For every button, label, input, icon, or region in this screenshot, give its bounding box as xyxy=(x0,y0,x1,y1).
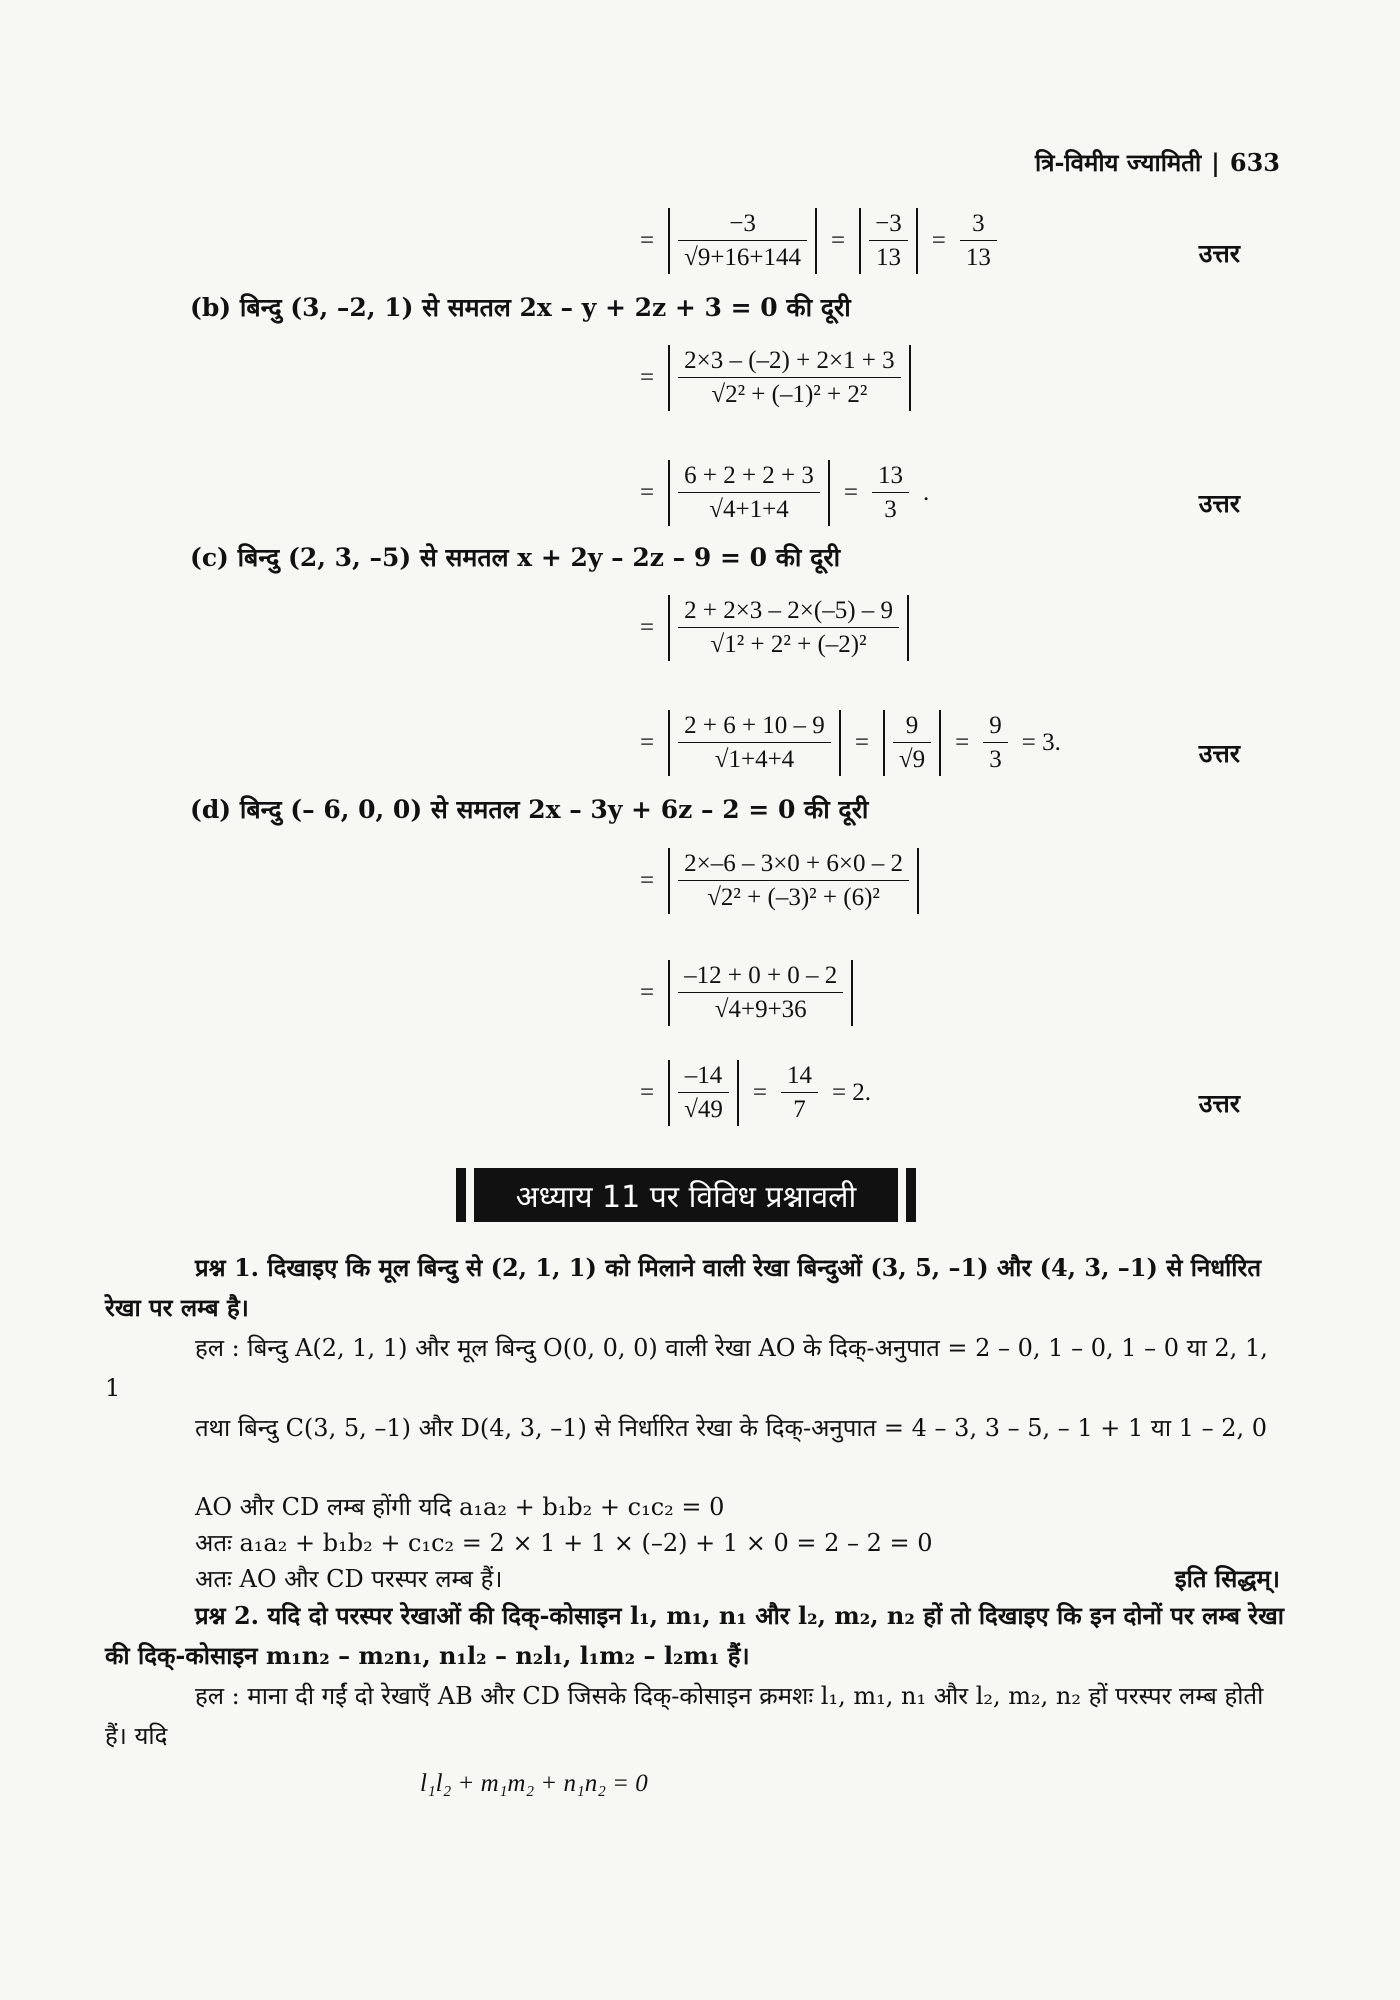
q1-qed: इति सिद्धम्। xyxy=(1174,1564,1280,1593)
part-c-step1: = $\frac{2 + 2\times 3 - 2\times(-5) - 9}{\text{√1² + 2² + (–2)²}}$ xyxy=(640,595,913,661)
a-abs-den: 13 xyxy=(875,244,901,271)
part-b-heading: (b) बिन्दु (3, –2, 1) से समतल 2x – y + 2z + 3 = 0 की दूरी xyxy=(190,293,851,322)
part-b-step1: = $\frac{2\times 3 - (-2) + 2\times 1 + 3}{\text{√2² + (–1)² + 2²}}$ xyxy=(640,345,915,411)
b-res-den: 3 xyxy=(884,496,897,523)
q1-calculation: अतः a₁a₂ + b₁b₂ + c₁c₂ = 2 × 1 + 1 × (–2) + 1 × 0 = 2 – 2 = 0 xyxy=(195,1529,933,1557)
c-abs-den: √9 xyxy=(898,746,926,773)
section-banner xyxy=(456,1168,916,1222)
a-den: √9+16+144 xyxy=(684,244,802,271)
c-s2-num: 2 + 6 + 10 – 9 xyxy=(678,712,831,743)
b-s1-num: 2×3 – (–2) + 2×1 + 3 xyxy=(678,347,901,378)
answer-label-d: उत्तर xyxy=(1198,1089,1240,1118)
d-res-den: 7 xyxy=(793,1096,806,1123)
part-a-result: = $\frac{-3}{√9+16+144}$ = $\frac{-3}{13}$ = $\frac{3}{13}$ xyxy=(640,208,1001,274)
page-number: 633 xyxy=(1229,148,1280,177)
b-s1-den: √2² + (–1)² + 2² xyxy=(711,381,868,408)
q1-condition: AO और CD लम्ब होंगी यदि a₁a₂ + b₁b₂ + c₁c₂ = 0 xyxy=(195,1493,725,1521)
d-s1-den: √2² + (–3)² + (6)² xyxy=(707,884,880,911)
part-b-step2: = $\frac{6 + 2 + 2 + 3}{√4+1+4}$ = $\frac{13}{3}$ . xyxy=(640,460,929,526)
d-s1-num: 2×–6 – 3×0 + 6×0 – 2 xyxy=(678,850,909,881)
page-header xyxy=(1035,146,1280,179)
chapter-title: त्रि-विमीय ज्यामिती xyxy=(1035,148,1202,177)
c-abs-num: 9 xyxy=(893,712,931,743)
q2-equation: l₁l₂ + m₁m₂ + n₁n₂ = 0 xyxy=(420,1770,648,1797)
a-abs-num: −3 xyxy=(869,210,908,241)
b-s2-num: 6 + 2 + 2 + 3 xyxy=(678,462,820,493)
d-s2-num: –12 + 0 + 0 – 2 xyxy=(678,962,843,993)
banner-title: अध्याय 11 पर विविध प्रश्नावली xyxy=(515,1179,857,1215)
part-d-heading: (d) बिन्दु (– 6, 0, 0) से समतल 2x – 3y + 6z – 2 = 0 की दूरी xyxy=(190,795,869,824)
a-res-den: 13 xyxy=(965,244,991,271)
answer-label-a: उत्तर xyxy=(1198,239,1240,268)
c-s2-den: √1+4+4 xyxy=(714,746,795,773)
q1-solution-line1: हल : बिन्दु A(2, 1, 1) और मूल बिन्दु O(0, 0, 0) वाली रेखा AO के दिक्-अनुपात = 2 – 0, 1 – 0, 1 – 0 या 2, 1, 1 xyxy=(105,1334,1268,1402)
d-s3-num: –14 xyxy=(678,1062,729,1093)
c-res-tail: = 3. xyxy=(1021,729,1061,756)
part-d-step2: = $\frac{-12 + 0 + 0 - 2}{√4+9+36}$ xyxy=(640,960,857,1026)
a-num: −3 xyxy=(678,210,807,241)
answer-label-c: उत्तर xyxy=(1198,739,1240,768)
q2-solution: हल : माना दी गईं दो रेखाएँ AB और CD जिसके दिक्-कोसाइन क्रमशः l₁, m₁, n₁ और l₂, m₂, n₂ हों परस्पर लम्ब होती हैं। यदि xyxy=(105,1682,1264,1750)
d-res-tail: = 2. xyxy=(831,1079,872,1106)
q2-question: प्रश्न 2. यदि दो परस्पर रेखाओं की दिक्-कोसाइन l₁, m₁, n₁ और l₂, m₂, n₂ हों तो दिखाइए कि इन दोनों पर लम्ब रेखा की दिक्-कोसाइन m₁n₂ – m₂n₁, n₁l₂ – n₂l₁, l₁m₂ – l₂m₁ हैं। xyxy=(105,1601,1284,1670)
c-res-num: 9 xyxy=(983,712,1008,743)
part-d-step1: = $\frac{2\times-6 - 3\times 0 + 6\times 0 - 2}{\text{√2² + (–3)² + (6)²}}$ xyxy=(640,848,923,914)
b-s2-den: √4+1+4 xyxy=(709,496,789,523)
c-s1-den: √1² + 2² + (–2)² xyxy=(710,631,867,658)
part-d-step3: = $\frac{-14}{√49}$ = $\frac{14}{7}$ = 2. xyxy=(640,1060,871,1126)
b-res-tail: . xyxy=(923,479,930,506)
d-res-num: 14 xyxy=(781,1062,818,1093)
c-s1-num: 2 + 2×3 – 2×(–5) – 9 xyxy=(678,597,899,628)
d-s2-den: √4+9+36 xyxy=(714,996,807,1023)
header-separator: | xyxy=(1211,148,1220,177)
q1-question: प्रश्न 1. दिखाइए कि मूल बिन्दु से (2, 1, 1) को मिलाने वाली रेखा बिन्दुओं (3, 5, –1) और (4, 3, –1) से निर्धारित रेखा पर लम्ब है। xyxy=(105,1253,1262,1322)
part-c-heading: (c) बिन्दु (2, 3, –5) से समतल x + 2y – 2z – 9 = 0 की दूरी xyxy=(190,543,841,572)
answer-label-b: उत्तर xyxy=(1198,489,1240,518)
a-res-num: 3 xyxy=(960,210,997,241)
b-res-num: 13 xyxy=(872,462,909,493)
part-c-step2: = $\frac{2 + 6 + 10 - 9}{√1+4+4}$ = $\frac{9}{√9}$ = $\frac{9}{3}$ = 3. xyxy=(640,710,1061,776)
q1-conclusion: अतः AO और CD परस्पर लम्ब हैं। xyxy=(195,1565,503,1593)
d-s3-den: √49 xyxy=(684,1096,723,1123)
q1-solution-line2: तथा बिन्दु C(3, 5, –1) और D(4, 3, –1) से निर्धारित रेखा के दिक्-अनुपात = 4 – 3, 3 – 5, – 1 + 1 या 1 – 2, 0 xyxy=(195,1414,1268,1442)
c-res-den: 3 xyxy=(989,746,1002,773)
